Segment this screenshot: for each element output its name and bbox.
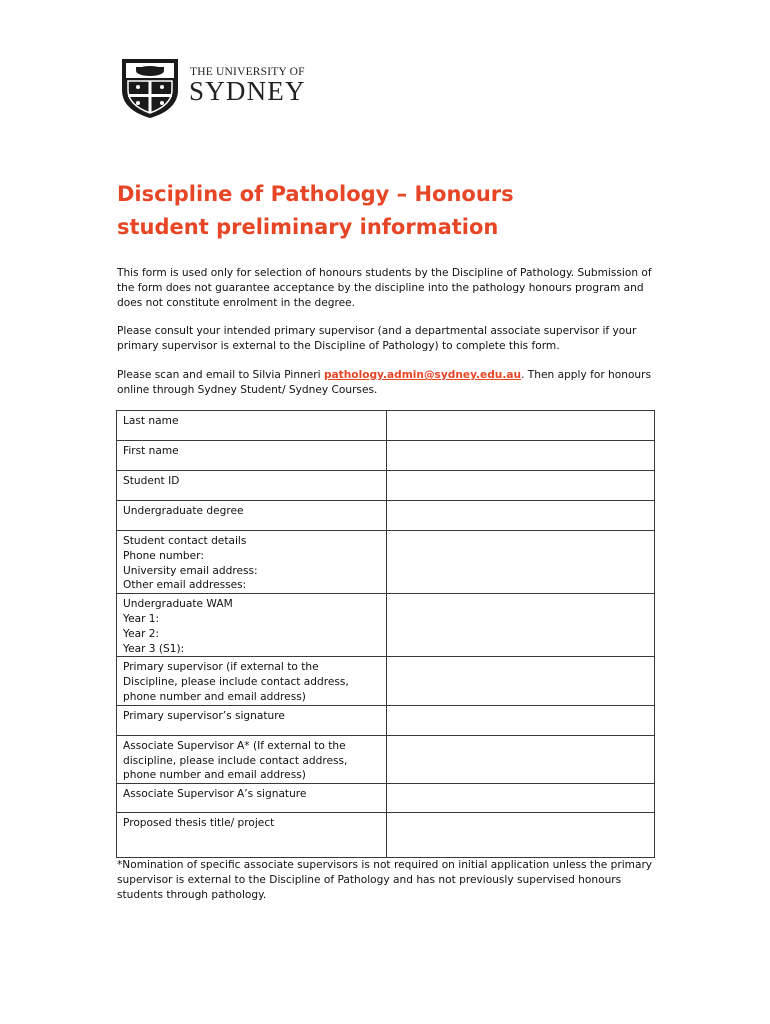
field-label: Associate Supervisor A’s signature xyxy=(117,784,387,813)
undergraduate-wam-field[interactable] xyxy=(387,594,655,657)
form-row-primary-supervisor xyxy=(117,657,655,705)
field-label: Last name xyxy=(117,411,387,441)
associate-supervisor-signature-field[interactable] xyxy=(387,784,655,813)
submission-text-before: Please scan and email to Silvia Pinneri xyxy=(117,369,324,381)
student-info-form xyxy=(116,410,655,858)
title-line-2: student preliminary information xyxy=(117,215,499,239)
form-row-associate-supervisor xyxy=(117,735,655,783)
contact-details-field[interactable] xyxy=(387,531,655,594)
form-row-student-id xyxy=(117,471,655,501)
primary-supervisor-field[interactable] xyxy=(387,657,655,705)
last-name-field[interactable] xyxy=(387,411,655,441)
field-label: Student ID xyxy=(117,471,387,501)
submission-paragraph xyxy=(117,368,662,398)
form-row-undergraduate-degree xyxy=(117,501,655,531)
form-row-thesis-title xyxy=(117,813,655,858)
student-id-field[interactable] xyxy=(387,471,655,501)
form-row-undergraduate-wam xyxy=(117,594,655,657)
field-label: First name xyxy=(117,441,387,471)
associate-supervisor-field[interactable] xyxy=(387,735,655,783)
form-row-associate-supervisor-signature xyxy=(117,784,655,813)
email-link[interactable]: pathology.admin@sydney.edu.au xyxy=(323,369,522,381)
university-name-top: THE UNIVERSITY OF xyxy=(190,66,305,78)
university-logo xyxy=(118,56,318,122)
thesis-title-field[interactable] xyxy=(387,813,655,858)
page-title xyxy=(117,178,637,244)
form-row-contact-details xyxy=(117,531,655,594)
field-label: Student contact details Phone number: University email address: Other email addresses: xyxy=(117,531,387,594)
university-name-main: SYDNEY xyxy=(189,76,306,106)
form-row-last-name xyxy=(117,411,655,441)
field-label: Undergraduate WAM Year 1: Year 2: Year 3 (S1): xyxy=(117,594,387,657)
title-line-1: Discipline of Pathology – Honours xyxy=(117,182,514,206)
submission-text-after: . Then apply for honours online through Sydney Student/ Sydney Courses. xyxy=(117,369,652,397)
field-label: Primary supervisor’s signature xyxy=(117,705,387,735)
intro-paragraph: This form is used only for selection of honours students by the Discipline of Pathology. Submission of the form does not guarantee acceptance by the discipline into the pathology honours program and does not constitute enrolment in the degree. xyxy=(117,267,652,310)
undergraduate-degree-field[interactable] xyxy=(387,501,655,531)
field-label: Undergraduate degree xyxy=(117,501,387,531)
field-label: Associate Supervisor A* (If external to the discipline, please include contact address, phone number and email address) xyxy=(117,735,387,783)
form-row-primary-supervisor-signature xyxy=(117,705,655,735)
form-row-first-name xyxy=(117,441,655,471)
footnote: *Nomination of specific associate supervisors is not required on initial application unless the primary supervisor is external to the Discipline of Pathology and has not previously supervised honours students through pathology. xyxy=(117,859,653,902)
first-name-field[interactable] xyxy=(387,441,655,471)
university-crest-icon xyxy=(118,56,182,120)
field-label: Proposed thesis title/ project xyxy=(117,813,387,858)
primary-supervisor-signature-field[interactable] xyxy=(387,705,655,735)
consult-paragraph: Please consult your intended primary supervisor (and a departmental associate supervisor if your primary supervisor is external to the Discipline of Pathology) to complete this form. xyxy=(117,325,637,353)
field-label: Primary supervisor (if external to the Discipline, please include contact address, phone number and email address) xyxy=(117,657,387,705)
